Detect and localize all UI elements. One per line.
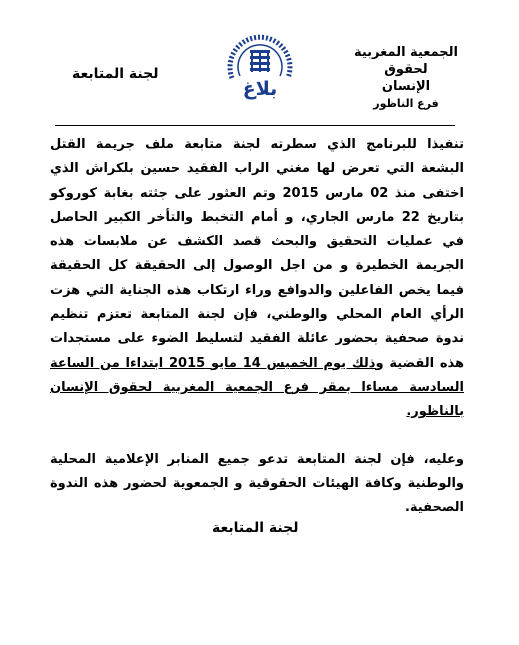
org-name-line1: الجمعية المغربية لحقوق	[353, 45, 459, 77]
statement-paragraph-2: وعليه، فإن لجنة المتابعة تدعو جميع المنابر الإعلامية المحلية والوطنية وكافة الهيئات الحقوقية و الجمعوية لحضور هذه الندوة الصحفية.	[50, 451, 464, 516]
signature: لجنة المتابعة	[212, 520, 299, 536]
paragraph-1-text: تنفيذا للبرنامج الذي سطرته لجنة متابعة ملف جريمة القتل البشعة التي تعرض لها مغني الراب الفقيد حسين بلكراش الذي اختفى منذ 02 مارس 2015 وتم العثور على جثته بغابة كوروكو بتاريخ 22 مارس الجاري، و أمام التخبط والتأخر الكبير الحاصل في عمليات التحقيق والبحث قصد الكشف عن ملابسات هذه الجريمة الخطيرة و من اجل الوصول إلى الحقيقة كل الحقيقة فيما يخص الفاعلين والدوافع وراء ارتكاب هذه الجناية التي هزت الرأي العام المحلي والوطني، فإن لجنة المتابعة تعتزم تنظيم ندوة صحفية بحضور عائلة الفقيد لتسليط الضوء على مستجدات هذه القضية	[50, 137, 465, 371]
statement-paragraph-1	[50, 133, 464, 425]
org-name-line2: الإنسان	[381, 79, 431, 94]
statement-body	[50, 133, 464, 520]
logo-wordmark: بلاغ	[242, 78, 278, 100]
header-divider	[55, 125, 455, 126]
organization-header	[331, 44, 481, 112]
org-branch: فرع الناظور	[373, 97, 439, 110]
committee-header: لجنة المتابعة	[72, 66, 159, 82]
event-details-underlined: وذلك يوم الخميس 14 مايو 2015 ابتداءا من الساعة السادسة مساءا بمقر فرع الجمعية المغربية لحقوق الإنسان بالناظور.	[50, 355, 464, 420]
